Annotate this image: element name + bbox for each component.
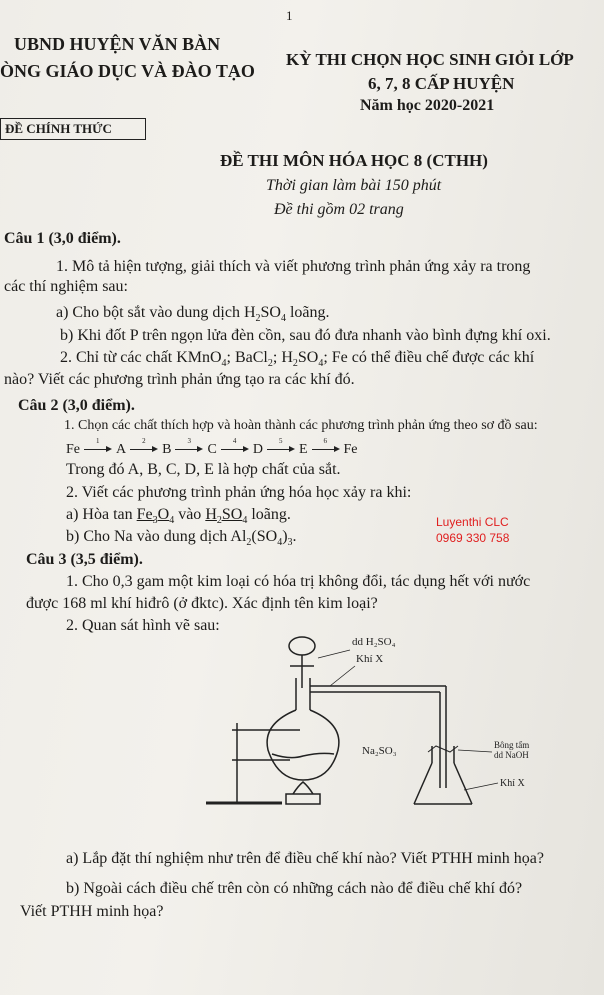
q3-item-b-cont: Viết PTHH minh họa? xyxy=(20,903,164,920)
scheme-node: C xyxy=(207,442,217,457)
arrow-6: 6 xyxy=(312,443,340,453)
q2-part1: 1. Chọn các chất thích hợp và hoàn thành các phương trình phản ứng theo sơ đồ sau: xyxy=(64,418,538,433)
q2-item-a: a) Hòa $\tan Fe_3O_4$ vào $H_2SO_4$ loãng. xyxy=(66,506,291,527)
arrow-2: 2 xyxy=(130,443,158,453)
page-number: 1 xyxy=(286,8,293,23)
exam-title-line1: KỲ THI CHỌN HỌC SINH GIỎI LỚP xyxy=(286,50,574,69)
q3-part2: 2. Quan sát hình vẽ sau: xyxy=(66,617,220,634)
q3-heading: Câu 3 (3,5 điểm). xyxy=(26,551,143,568)
apparatus-diagram xyxy=(0,628,604,848)
exam-subject-title: ĐỀ THI MÔN HÓA HỌC 8 (CTHH) xyxy=(220,151,488,170)
scheme-node: Fe xyxy=(66,442,80,457)
label-acid: dd H₂SO₄ xyxy=(352,636,396,648)
scheme-node: Fe xyxy=(343,442,358,457)
scheme-node: D xyxy=(252,442,263,457)
q3-item-b: b) Ngoài cách điều chế trên còn có những cách nào để điều chế khí đó? xyxy=(66,880,523,897)
exam-title-line2: 6, 7, 8 CẤP HUYỆN xyxy=(368,74,515,93)
reaction-scheme xyxy=(66,437,358,458)
official-badge: ĐỀ CHÍNH THỨC xyxy=(0,118,146,140)
arrow-3: 3 xyxy=(175,443,203,453)
q2-part2: 2. Viết các phương trình phản ứng hóa học xảy ra khi: xyxy=(66,484,412,501)
q2-note: Trong đó A, B, C, D, E là hợp chất của sắt. xyxy=(66,461,341,478)
watermark-phone: 0969 330 758 xyxy=(436,531,510,545)
label-cotton2: dd NaOH xyxy=(494,750,529,760)
q1-part2: 2. Chỉ từ các chất KMnO$_4$; BaCl$_2$; $H_2SO_4$; Fe có thể điều chế được các khí xyxy=(60,349,535,370)
scheme-node: A xyxy=(116,442,127,457)
time-allowed: Thời gian làm bài 150 phút xyxy=(266,177,442,194)
label-gas-top: Khí X xyxy=(356,653,384,665)
q2-heading: Câu 2 (3,0 điểm). xyxy=(18,397,135,414)
q1-item-a: a) Cho bột sắt vào dung dịch $H_2SO_4$ loãng. xyxy=(56,304,330,325)
q3-part1-cont: được 168 ml khí hiđrô (ở đktc). Xác định tên kim loại? xyxy=(26,595,378,612)
scheme-node: E xyxy=(298,442,308,457)
department-line1: UBND HUYỆN VĂN BÀN xyxy=(14,34,221,54)
scheme-node: B xyxy=(162,442,172,457)
school-year: Năm học 2020-2021 xyxy=(360,97,495,114)
label-salt: Na₂SO₃ xyxy=(362,745,397,757)
arrow-1: 1 xyxy=(84,443,112,453)
watermark-name: Luyenthi CLC xyxy=(436,515,509,529)
arrow-4: 4 xyxy=(221,443,249,453)
q3-part1: 1. Cho 0,3 gam một kim loại có hóa trị không đổi, tác dụng hết với nước xyxy=(66,573,531,590)
q3-item-a: a) Lắp đặt thí nghiệm như trên để điều chế khí nào? Viết PTHH minh họa? xyxy=(66,850,544,867)
q1-part1-cont: các thí nghiệm sau: xyxy=(4,278,128,295)
department-line2: ÒNG GIÁO DỤC VÀ ĐÀO TẠO xyxy=(0,61,255,81)
q2-item-b: b) Cho Na vào dung dịch $Al_2(SO_4)_3$. xyxy=(66,528,297,549)
arrow-5: 5 xyxy=(267,443,295,453)
q1-part2-cont: nào? Viết các phương trình phản ứng tạo ra các khí đó. xyxy=(4,371,355,388)
q1-heading: Câu 1 (3,0 điểm). xyxy=(4,230,121,247)
label-cotton1: Bông tẩm xyxy=(494,740,530,750)
label-gas-bottom: Khí X xyxy=(500,778,525,789)
q1-item-b: b) Khi đốt P trên ngọn lửa đèn cồn, sau đó đưa nhanh vào bình đựng khí oxi. xyxy=(60,327,551,344)
q1-part1: 1. Mô tả hiện tượng, giải thích và viết phương trình phản ứng xảy ra trong xyxy=(56,258,531,275)
page-count: Đề thi gồm 02 trang xyxy=(274,201,404,218)
